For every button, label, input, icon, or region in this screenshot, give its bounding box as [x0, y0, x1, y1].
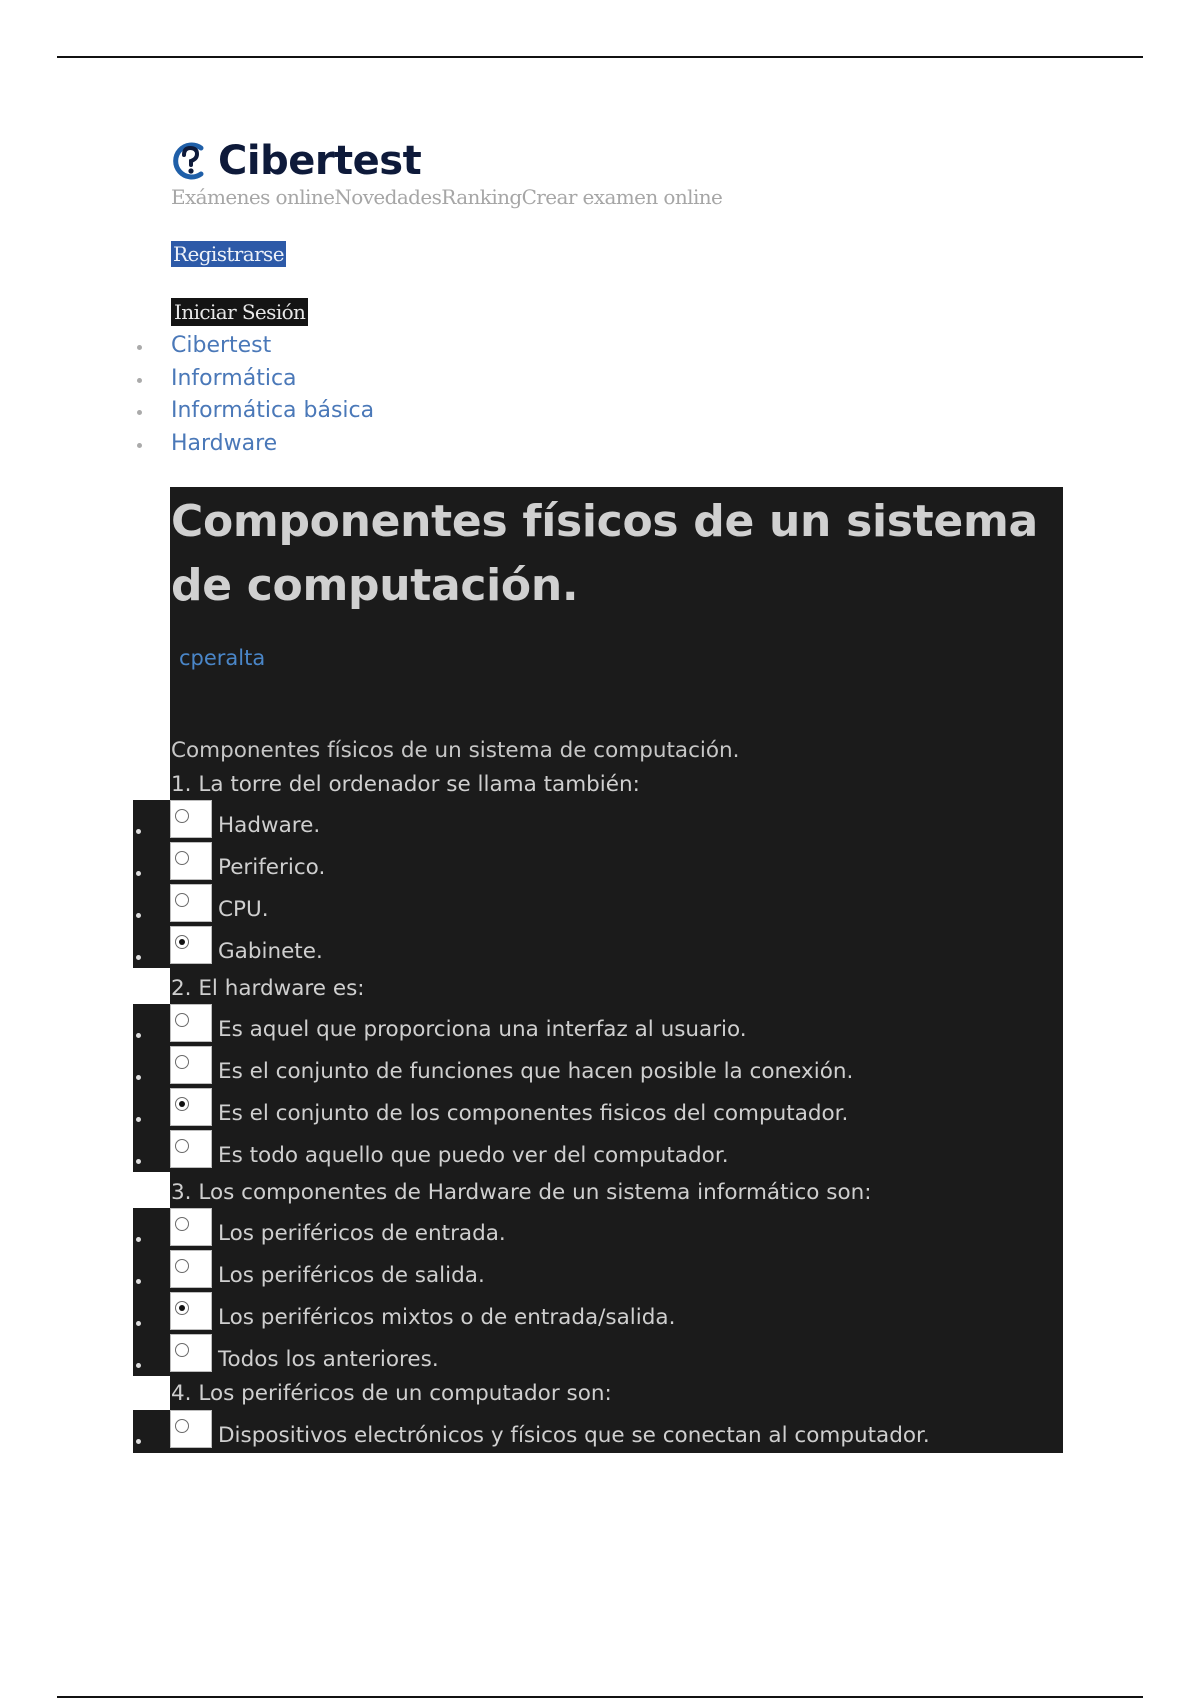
login-button[interactable]: Iniciar Sesión [171, 298, 308, 326]
nav-ranking[interactable]: Ranking [441, 185, 522, 209]
option-label: Periferico. [218, 855, 326, 880]
radio-button[interactable] [175, 1139, 189, 1153]
option-label: Los periféricos mixtos o de entrada/salida. [218, 1305, 676, 1330]
cibertest-logo[interactable] [170, 138, 421, 184]
bullet [136, 955, 141, 960]
author-link[interactable]: cperalta [179, 646, 266, 670]
option[interactable] [133, 842, 1063, 884]
bullet [136, 913, 141, 918]
radio-button[interactable] [175, 1419, 189, 1433]
breadcrumb-item-informatica-basica[interactable]: Informática básica [130, 395, 374, 428]
top-nav [171, 185, 722, 209]
option-label: Es todo aquello que puedo ver del computador. [218, 1143, 729, 1168]
brand-name: Cibertest [218, 138, 422, 184]
option-label: Hadware. [218, 813, 321, 838]
nav-novedades[interactable]: Novedades [334, 185, 442, 209]
radio-box [170, 1046, 212, 1084]
bullet [136, 1075, 141, 1080]
question-4-options [133, 1410, 1063, 1453]
bullet [136, 871, 141, 876]
radio-box [170, 884, 212, 922]
radio-box [170, 1410, 212, 1448]
radio-box [170, 1250, 212, 1288]
radio-box [170, 1004, 212, 1042]
breadcrumb-item-informatica[interactable]: Informática [130, 363, 374, 396]
option-label: CPU. [218, 897, 269, 922]
radio-button-selected[interactable] [175, 1301, 189, 1315]
breadcrumb-item-cibertest[interactable]: Cibertest [130, 330, 374, 363]
bullet [136, 1321, 141, 1326]
radio-button[interactable] [175, 851, 189, 865]
option[interactable] [133, 1130, 1063, 1172]
question-4: 4. Los periféricos de un computador son: [171, 1381, 612, 1406]
option[interactable] [133, 1334, 1063, 1376]
top-rule [57, 56, 1143, 58]
option[interactable] [133, 1292, 1063, 1334]
breadcrumb-item-hardware[interactable]: Hardware [130, 428, 374, 461]
option-label: Los periféricos de salida. [218, 1263, 485, 1288]
radio-button[interactable] [175, 1259, 189, 1273]
bottom-rule [57, 1696, 1143, 1698]
question-2-options [133, 1004, 1063, 1172]
radio-box [170, 1208, 212, 1246]
register-button[interactable]: Registrarse [173, 242, 284, 266]
option[interactable] [133, 1250, 1063, 1292]
nav-crear-examen[interactable]: Crear examen online [521, 185, 723, 209]
radio-box [170, 842, 212, 880]
exam-intro: Componentes físicos de un sistema de computación. [171, 738, 740, 763]
question-3-options [133, 1208, 1063, 1376]
radio-button[interactable] [175, 893, 189, 907]
radio-button-selected[interactable] [175, 935, 189, 949]
option-label: Todos los anteriores. [218, 1347, 439, 1372]
question-3: 3. Los componentes de Hardware de un sistema informático son: [171, 1180, 872, 1205]
radio-button[interactable] [175, 1055, 189, 1069]
option-label: Los periféricos de entrada. [218, 1221, 506, 1246]
radio-box [170, 1334, 212, 1372]
option[interactable] [133, 800, 1063, 842]
radio-box [170, 800, 212, 838]
option-label: Es aquel que proporciona una interfaz al usuario. [218, 1017, 747, 1042]
cibertest-logo-icon [170, 138, 208, 184]
option[interactable] [133, 1208, 1063, 1250]
option[interactable] [133, 884, 1063, 926]
exam-title: Componentes físicos de un sistema de computación. [171, 496, 1038, 611]
radio-button-selected[interactable] [175, 1097, 189, 1111]
question-1-options [133, 800, 1063, 968]
option-label: Gabinete. [218, 939, 323, 964]
bullet [136, 1117, 141, 1122]
radio-box [170, 1130, 212, 1168]
bullet [136, 1033, 141, 1038]
radio-button[interactable] [175, 1217, 189, 1231]
bullet [136, 1363, 141, 1368]
nav-examenes-online[interactable]: Exámenes online [171, 185, 335, 209]
option-label: Dispositivos electrónicos y físicos que se conectan al computador. [218, 1423, 930, 1448]
breadcrumb [130, 330, 374, 460]
option-label: Es el conjunto de los componentes fisicos del computador. [218, 1101, 849, 1126]
option[interactable] [133, 1004, 1063, 1046]
bullet [136, 1159, 141, 1164]
radio-box [170, 926, 212, 964]
option[interactable] [133, 926, 1063, 968]
bullet [136, 1279, 141, 1284]
option-label: Es el conjunto de funciones que hacen posible la conexión. [218, 1059, 854, 1084]
question-2: 2. El hardware es: [171, 976, 365, 1001]
question-1: 1. La torre del ordenador se llama también: [171, 772, 640, 797]
option[interactable] [133, 1088, 1063, 1130]
option[interactable] [133, 1410, 1063, 1452]
radio-button[interactable] [175, 809, 189, 823]
radio-box [170, 1292, 212, 1330]
radio-box [170, 1088, 212, 1126]
radio-button[interactable] [175, 1343, 189, 1357]
radio-button[interactable] [175, 1013, 189, 1027]
bullet [136, 1237, 141, 1242]
bullet [136, 829, 141, 834]
bullet [136, 1439, 141, 1444]
option[interactable] [133, 1046, 1063, 1088]
